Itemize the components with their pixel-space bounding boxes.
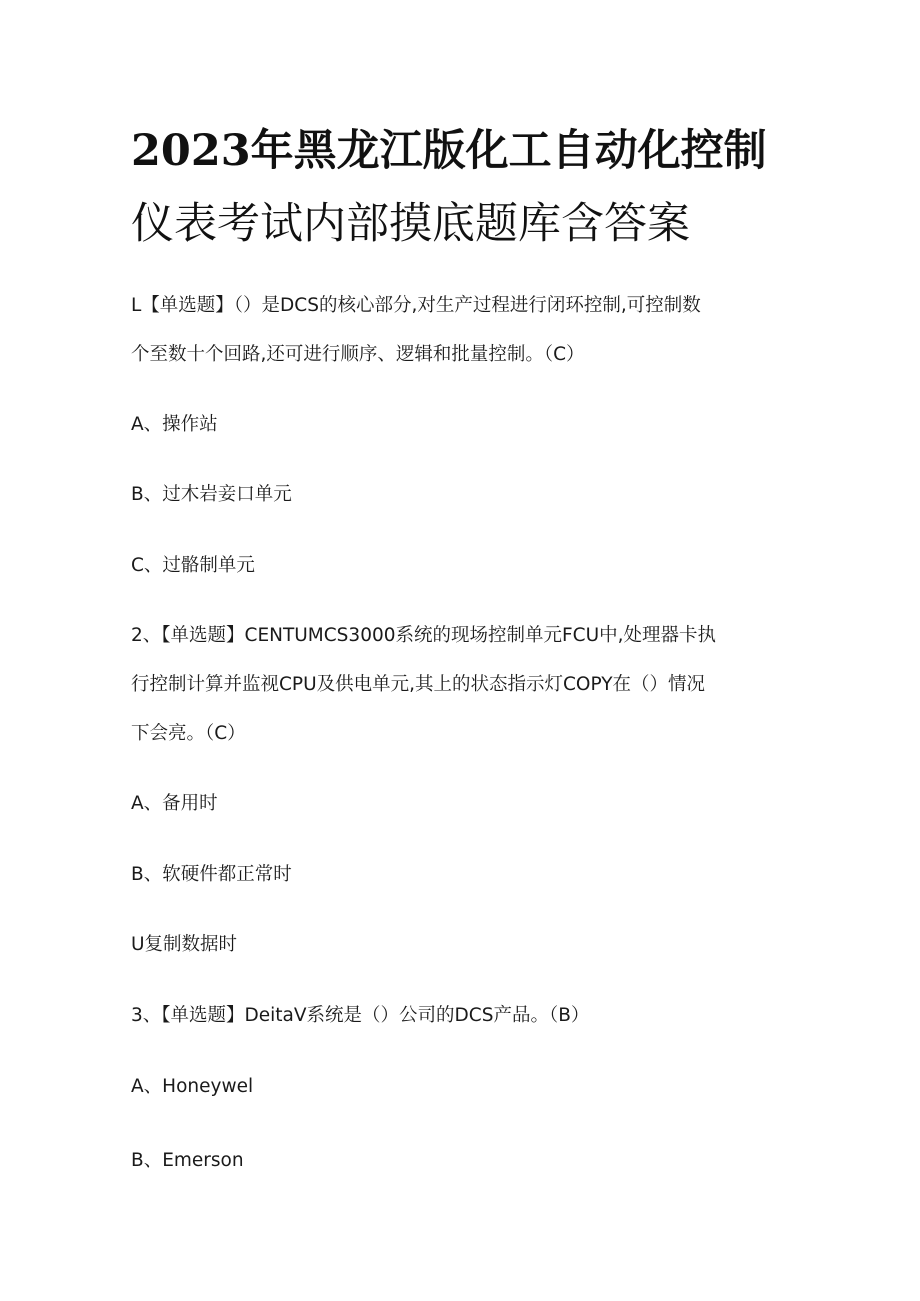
question-2-option-a: A、备用时: [131, 793, 218, 814]
question-1-text-line-1: L【单选题】（）是DCS的核心部分,对生产过程进行闭环控制,可控制数: [131, 295, 701, 316]
document-title-line-1: 2023年黑龙江版化工自动化控制: [131, 126, 767, 176]
question-1-option-a: A、操作站: [131, 414, 218, 435]
question-3-option-a: A、Honeywel: [131, 1076, 254, 1097]
question-3-option-b: B、Emerson: [131, 1150, 244, 1171]
question-3-text-line-1: 3、【单选题】DeitaV系统是（）公司的DCS产品。（B）: [131, 1005, 590, 1026]
question-2-option-b: B、软硬件都正常时: [131, 864, 292, 885]
question-1-text-line-2: 个至数十个回路,还可进行顺序、逻辑和批量控制。（C）: [131, 344, 585, 365]
document-title-line-2: 仪表考试内部摸底题库含答案: [131, 199, 690, 249]
question-2-text-line-1: 2、【单选题】CENTUMCS3000系统的现场控制单元FCU中,处理器卡执: [131, 625, 716, 646]
question-2-text-line-2: 行控制计算并监视CPU及供电单元,其上的状态指示灯COPY在（）情况: [131, 674, 706, 695]
question-1-option-b: B、过木岩妾口单元: [131, 484, 292, 505]
question-1-option-c: C、过骼制单元: [131, 555, 255, 576]
question-2-option-c: U复制数据时: [131, 934, 238, 955]
question-2-text-line-3: 下会亮。（C）: [131, 723, 246, 744]
